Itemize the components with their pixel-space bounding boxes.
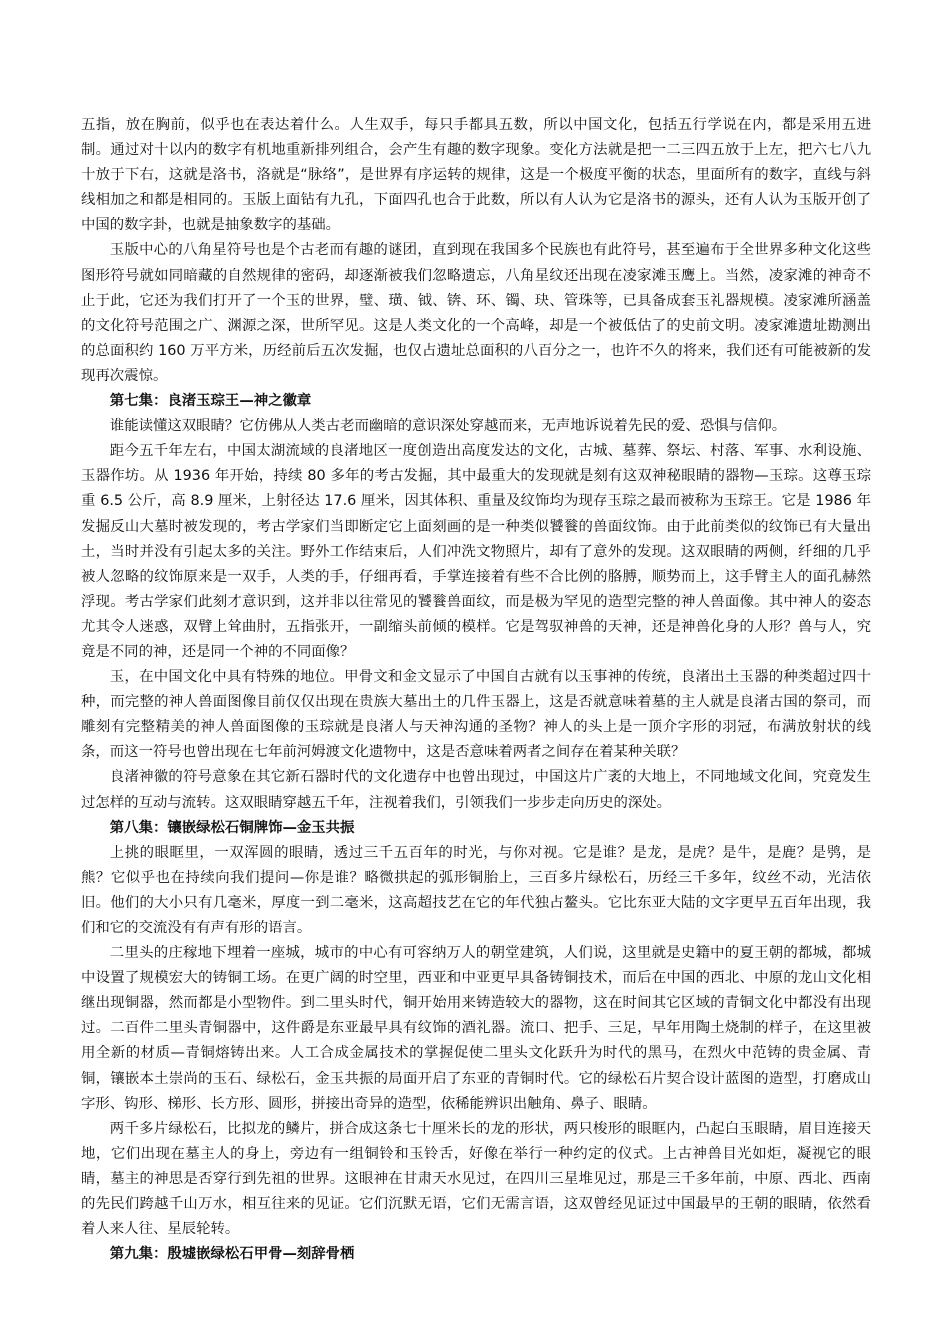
episode-8-heading: 第八集：镶嵌绿松石铜牌饰—金玉共振	[109, 819, 355, 836]
episode-9-heading: 第九集：殷墟嵌绿松石甲骨—刻辞骨栖	[109, 1246, 355, 1263]
paragraph-jade-culture: 玉，在中国文化中具有特殊的地位。甲骨文和金文显示了中国自古就有以玉事神的传统，良渚出土玉器的种类超过四十种，而完整的神人兽面图像目前仅仅出现在贵族大墓出土的几件玉器上，这是否就意味着墓的主人就是良渚古国的祭司，而雕刻有完整精美的神人兽面图像的玉琮就是良渚人与天神沟通的圣物？神人的头上是一顶介字形的羽冠，布满放射状的线条，而这一符号也曾出现在七年前河姆渡文化遗物中，这是否意味着两者之间存在着某种关联？	[81, 669, 871, 761]
paragraph-eyes: 谁能读懂这双眼睛？它仿佛从人类古老而幽暗的意识深处穿越而来，无声地诉说着先民的爱、恐惧与信仰。	[109, 418, 787, 435]
paragraph-turquoise-plaque: 上挑的眼眶里，一双浑圆的眼睛，透过三千五百年的时光，与你对视。它是谁？是龙，是虎？是牛，是鹿？是鸮，是熊？它似乎也在持续向我们提问—你是谁？略微拱起的弧形铜胎上，三百多片绿松石，历经三千多年，纹丝不动，光洁依旧。他们的大小只有几毫米，厚度一到二毫米，这高超技艺在它的年代独占鳌头。它比东亚大陆的文字更早五百年出现，我们和它的交流没有有声有形的语言。	[81, 844, 871, 936]
paragraph-luoshu: 五指，放在胸前，似乎也在表达着什么。人生双手，每只手都具五数，所以中国文化，包括五行学说在内，都是采用五进制。通过对十以内的数字有机地重新排列组合，会产生有趣的数字现象。变化方法就是把一二三四五放于上左，把六七八九十放于下右，这就是洛书，洛就是“脉络”，是世界有序运转的规律，这是一个极度平衡的状态，里面所有的数字，直线与斜线相加之和都是相同的。玉版上面钻有九孔，下面四孔也合于此数，所以有人认为它是洛书的源头，还有人认为玉版开创了中国的数字卦，也就是抽象数字的基础。	[81, 117, 871, 234]
paragraph-lingjiatan: 玉版中心的八角星符号也是个古老而有趣的谜团，直到现在我国多个民族也有此符号，甚至遍布于全世界多种文化这些图形符号就如同暗藏的自然规律的密码，却逐渐被我们忽略遗忘，八角星纹还出现在凌家滩玉鹰上。当然，凌家滩的神奇不止于此，它还为我们打开了一个玉的世界，璧、璜、钺、锛、环、镯、玦、管珠等，已具备成套玉礼器规模。凌家滩所涵盖的文化符号范围之广、渊源之深，世所罕见。这是人类文化的一个高峰，却是一个被低估了的史前文明。凌家滩遗址勘测出的总面积约 160 万平方米，历经前后五次发掘，也仅占遗址总面积的八百分之一，也许不久的将来，我们还有可能被新的发现再次震惊。	[81, 242, 871, 384]
paragraph-erlitou: 二里头的庄稼地下埋着一座城，城市的中心有可容纳万人的朝堂建筑，人们说，这里就是史籍中的夏王朝的都城，都城中设置了规模宏大的铸铜工场。在更广阔的时空里，西亚和中亚更早具备铸铜技术，而后在中国的西北、中原的龙山文化相继出现铜器，然而都是小型物件。到二里头时代，铜开始用来铸造较大的器物，这在时间其它区域的青铜文化中都没有出现过。二百件二里头青铜器中，这件爵是东亚最早具有纹饰的酒礼器。流口、把手、三足，早年用陶土烧制的样子，在这里被用全新的材质—青铜熔铸出来。人工合成金属技术的掌握促使二里头文化跃升为时代的黑马，在烈火中范铸的贵金属、青铜，镶嵌本土崇尚的玉石、绿松石，金玉共振的局面开启了东亚的青铜时代。它的绿松石片契合设计蓝图的造型，打磨成山字形、钩形、梯形、长方形、圆形，拼接出奇异的造型，依稀能辨识出触角、鼻子、眼睛。	[81, 945, 871, 1112]
document-page	[81, 113, 871, 1267]
paragraph-emblem: 良渚神徽的符号意象在其它新石器时代的文化遗存中也曾出现过，中国这片广袤的大地上，不同地域文化间，究竟发生过怎样的互动与流转。这双眼睛穿越五千年，注视着我们，引领我们一步步走向历史的深处。	[81, 769, 871, 811]
paragraph-turquoise-dragon: 两千多片绿松石，比拟龙的鳞片，拼合成这条七十厘米长的龙的形状，两只梭形的眼眶内，凸起白玉眼睛，眉目连接天地，它们出现在墓主人的身上，旁边有一组铜铃和玉铃舌，好像在举行一种约定的仪式。上古神兽目光如炬，凝视它的眼睛，墓主的神思是否穿行到先祖的世界。这眼神在甘肃天水见过，在四川三星堆见过，那是三千多年前，中原、西北、西南的先民们跨越千山万水，相互往来的见证。它们沉默无语，它们无需言语，这双曾经见证过中国最早的王朝的眼睛，依然看着人来人往、星辰轮转。	[81, 1120, 871, 1238]
episode-7-heading: 第七集：良渚玉琮王—神之徽章	[109, 393, 312, 410]
paragraph-liangzhu-cong: 距今五千年左右，中国太湖流域的良渚地区一度创造出高度发达的文化，古城、墓葬、祭坛、村落、军事、水利设施、玉器作坊。从 1936 年开始，持续 80 多年的考古发掘，其中最重大的发现就是刻有这双神秘眼睛的器物—玉琮。这尊玉琮重 6.5 公斤，高 8.9 厘米，上射径达 17.6 厘米，因其体积、重量及纹饰均为现存玉琮之最而被称为玉琮王。它是 1986 年发掘反山大墓时被发现的，考古学家们当即断定它上面刻画的是一种类似饕餮的兽面纹饰。由于此前类似的纹饰已有大量出土，当时并没有引起太多的关注。野外工作结束后，人们冲洗文物照片，却有了意外的发现。这双眼睛的两侧，纤细的几乎被人忽略的纹饰原来是一双手，人类的手，仔细再看，手掌连接着有些不合比例的胳膊，顺势而上，这手臂主人的面孔赫然浮现。考古学家们此刻才意识到，这并非以往常见的饕餮兽面纹，而是极为罕见的造型完整的神人兽面像。其中神人的姿态尤其令人迷惑，双臂上耸曲肘，五指张开，一副缩头前倾的模样。它是驾驭神兽的天神，还是神兽化身的人形？兽与人，究竟是不同的神，还是同一个神的不同面像？	[81, 443, 871, 660]
